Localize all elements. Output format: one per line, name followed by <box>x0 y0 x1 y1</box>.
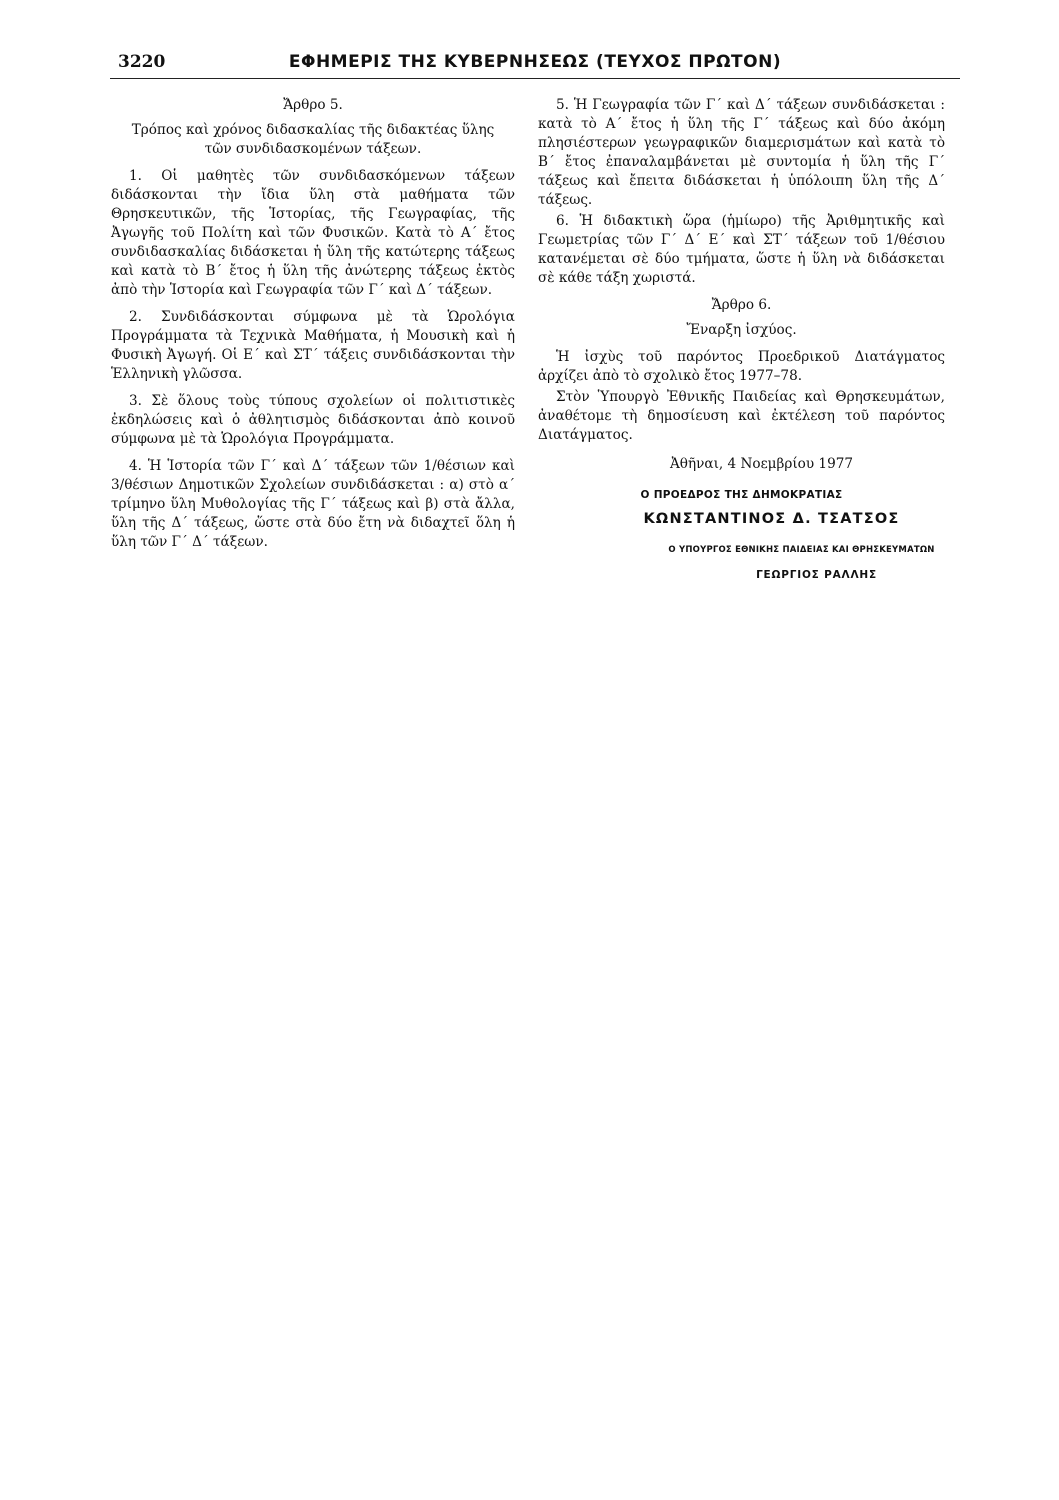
page-number: 3220 <box>118 52 166 72</box>
president-name: ΚΩΝΣΤΑΝΤΙΝΟΣ Δ. ΤΣΑΤΣΟΣ <box>643 511 900 527</box>
article-6-paragraph-2: Στὸν Ὑπουργὸ Ἐθνικῆς Παιδείας καὶ Θρησκευμάτων, ἀναθέτομε τὴ δημοσίευση καὶ ἐκτέλεση τοῦ παρόντος Διατάγματος. <box>538 389 945 443</box>
article-5-paragraph-5: 5. Ἡ Γεωγραφία τῶν Γ΄ καὶ Δ΄ τάξεων συνδιδάσκεται : κατὰ τὸ Α΄ ἔτος ἡ ὕλη τῆς Γ΄ τάξεως καὶ δύο ἀκόμη πλησιέστερων γεωγραφικῶν διαμερισμάτων καὶ κατὰ τὸ Β΄ ἔτος ἐπαναλαμβάνεται μὲ συντομία ἡ ὕλη τῆς Γ΄ τάξεως καὶ ἔπειτα διδάσκεται ἡ ὑπόλοιπη ὕλη τῆς Δ΄ τάξεως. <box>538 97 945 208</box>
article-5-paragraph-6: 6. Ἡ διδακτικὴ ὥρα (ἡμίωρο) τῆς Ἀριθμητικῆς καὶ Γεωμετρίας τῶν Γ΄ Δ΄ Ε΄ καὶ ΣΤ΄ τάξεων τοῦ 1/θέσιου κατανέμεται σὲ δύο τμήματα, ὥστε ἡ ὕλη νὰ διδάσκεται σὲ κάθε τάξη χωριστά. <box>538 213 945 286</box>
place-date: Ἀθῆναι, 4 Νοεμβρίου 1977 <box>669 456 854 472</box>
article-6-subtitle: Ἔναρξη ἰσχύος. <box>686 322 797 338</box>
article-5-paragraph-3: 3. Σὲ ὅλους τοὺς τύπους σχολείων οἱ πολιτιστικὲς ἐκδηλώσεις καὶ ὁ ἀθλητισμὸς διδάσκονται ἀπὸ κοινοῦ σύμφωνα μὲ τὰ Ὡρολόγια Προγράμματα. <box>111 393 515 447</box>
article-5-paragraph-1: 1. Οἱ μαθητὲς τῶν συνδιδασκόμενων τάξεων διδάσκονται τὴν ἴδια ὕλη στὰ μαθήματα τῶν Θρησκευτικῶν, τῆς Ἱστορίας, τῆς Γεωγραφίας, τῆς Ἀγωγῆς τοῦ Πολίτη καὶ τῶν Φυσικῶν. Κατὰ τὸ Α΄ ἔτος συνδιδασκαλίας διδάσκεται ἡ ὕλη τῆς κατώτερης τάξεως καὶ κατὰ τὸ Β΄ ἔτος ἡ ὕλη τῆς ἀνώτερης τάξεως ἐκτὸς ἀπὸ τὴν Ἱστορία καὶ Γεωγραφία τῶν Γ΄ καὶ Δ΄ τάξεων. <box>111 168 515 298</box>
minister-label: Ο ΥΠΟΥΡΓΟΣ ΕΘΝΙΚΗΣ ΠΑΙΔΕΙΑΣ ΚΑΙ ΘΡΗΣΚΕΥΜΑΤΩΝ <box>668 545 935 555</box>
president-label: Ο ΠΡΟΕΔΡΟΣ ΤΗΣ ΔΗΜΟΚΡΑΤΙΑΣ <box>640 489 843 501</box>
journal-title: ΕΦΗΜΕΡΙΣ ΤΗΣ ΚΥΒΕΡΝΗΣΕΩΣ (ΤΕΥΧΟΣ ΠΡΩΤΟΝ) <box>288 52 782 72</box>
signature-block <box>538 486 945 585</box>
page-header <box>110 50 960 79</box>
article-5-subtitle: Τρόπος καὶ χρόνος διδασκαλίας τῆς διδακτέας ὕλης τῶν συνδιδασκομένων τάξεων. <box>131 122 495 157</box>
minister-name: ΓΕΩΡΓΙΟΣ ΡΑΛΛΗΣ <box>756 569 877 581</box>
article-5-paragraph-4: 4. Ἡ Ἱστορία τῶν Γ΄ καὶ Δ΄ τάξεων τῶν 1/θέσιων καὶ 3/θέσιων Δημοτικῶν Σχολείων συνδιδάσκεται : α) στὸ α΄ τρίμηνο ὕλη Μυθολογίας τῆς Γ΄ τάξεως καὶ β) στὰ ἄλλα, ὕλη τῆς Δ΄ τάξεως, ὥστε στὰ δύο ἔτη νὰ διδαχτεῖ ὅλη ἡ ὕλη τῶν Γ΄ Δ΄ τάξεων. <box>111 458 515 550</box>
left-column <box>111 96 515 560</box>
article-6-paragraph-1: Ἡ ἰσχὺς τοῦ παρόντος Προεδρικοῦ Διατάγματος ἀρχίζει ἀπὸ τὸ σχολικὸ ἔτος 1977–78. <box>538 349 945 384</box>
right-column <box>538 96 945 585</box>
article-5-heading: Ἄρθρο 5. <box>283 97 343 113</box>
article-6-heading: Ἄρθρο 6. <box>711 297 772 313</box>
article-5-paragraph-2: 2. Συνδιδάσκονται σύμφωνα μὲ τὰ Ὡρολόγια Προγράμματα τὰ Τεχνικὰ Μαθήματα, ἡ Μουσικὴ καὶ ἡ Φυσικὴ Ἀγωγή. Οἱ Ε΄ καὶ ΣΤ΄ τάξεις συνδιδάσκονται τὴν Ἑλληνικὴ γλῶσσα. <box>111 309 515 382</box>
